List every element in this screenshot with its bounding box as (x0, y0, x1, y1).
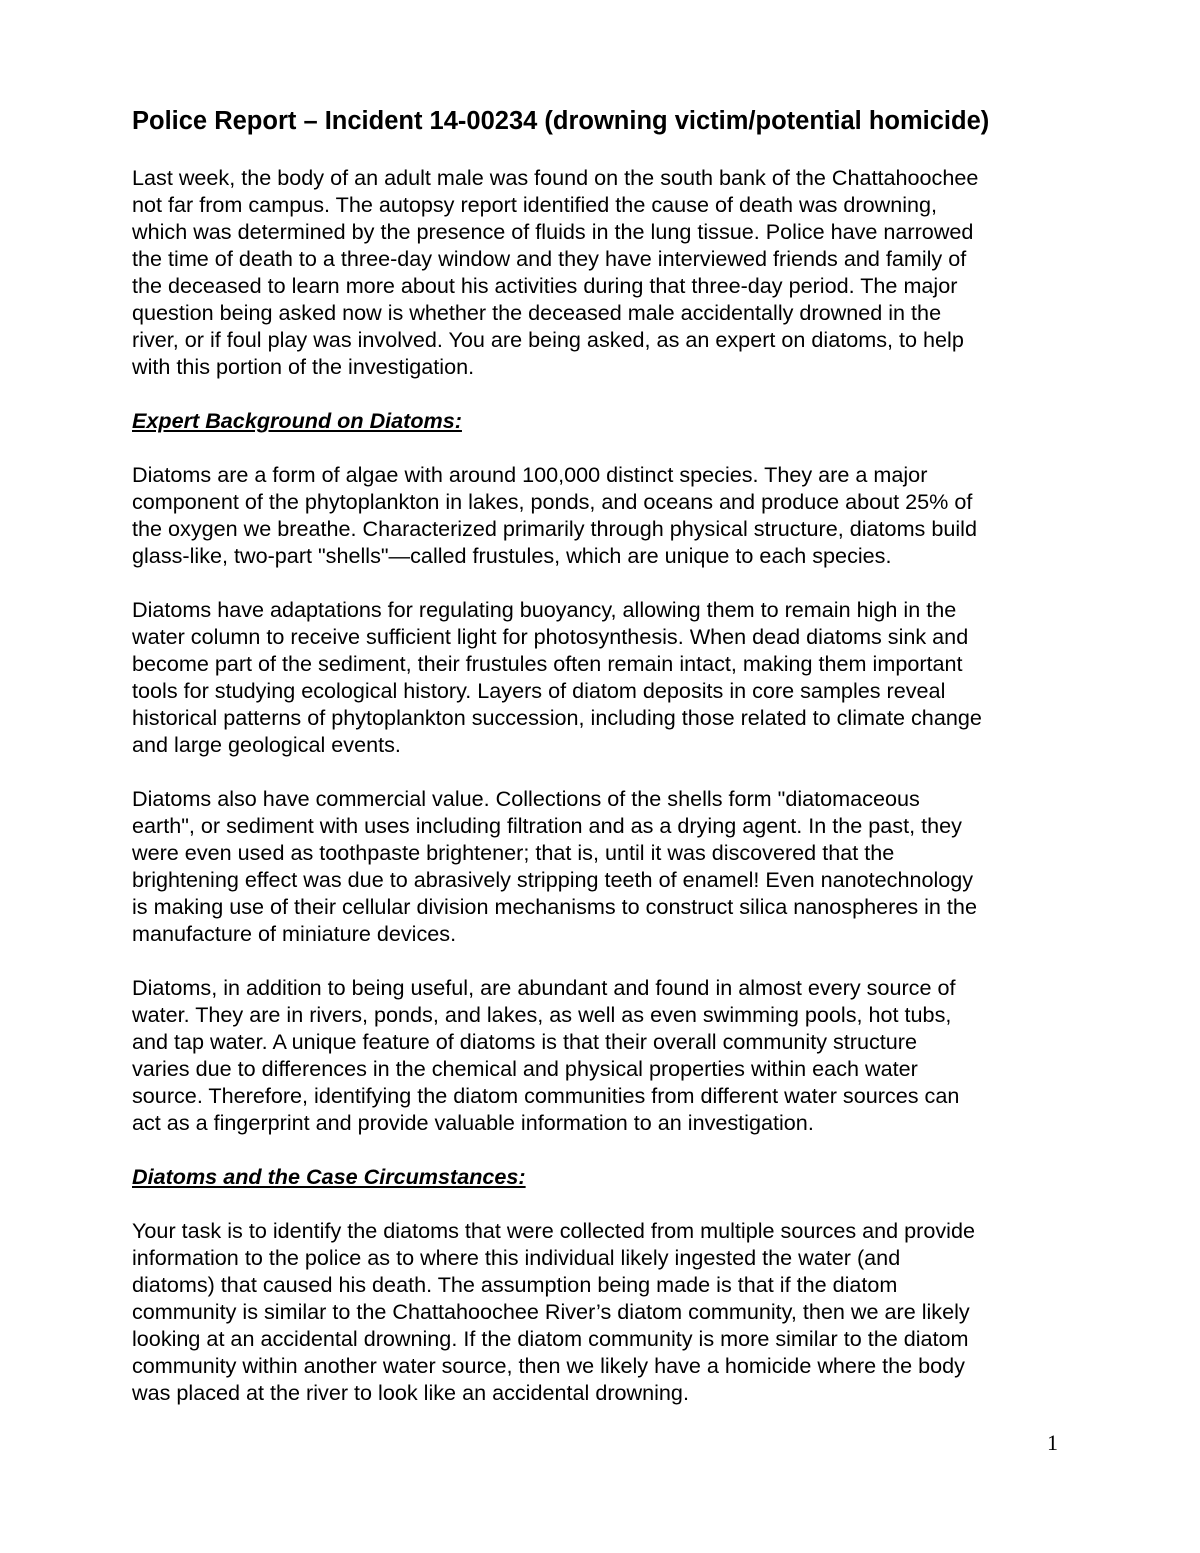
text-line: glass-like, two-part "shells"—called frustules, which are unique to each species. (132, 543, 892, 568)
case-paragraph-1 (132, 1217, 1072, 1406)
diatoms-paragraph-1 (132, 461, 1072, 569)
section-heading-case-circumstances: Diatoms and the Case Circumstances: (132, 1164, 526, 1189)
text-line: diatoms) that caused his death. The assumption being made is that if the diatom (132, 1272, 898, 1297)
document-body (132, 104, 1072, 1433)
text-line: community is similar to the Chattahoochee River’s diatom community, then we are likely (132, 1299, 970, 1324)
text-line: community within another water source, then we likely have a homicide where the body (132, 1353, 965, 1378)
text-line: looking at an accidental drowning. If the diatom community is more similar to the diatom (132, 1326, 969, 1351)
text-line: act as a fingerprint and provide valuable information to an investigation. (132, 1110, 814, 1135)
text-line: and large geological events. (132, 732, 401, 757)
text-line: Diatoms are a form of algae with around 100,000 distinct species. They are a major (132, 462, 928, 487)
text-line: component of the phytoplankton in lakes, ponds, and oceans and produce about 25% of (132, 489, 973, 514)
text-line: was placed at the river to look like an accidental drowning. (132, 1380, 689, 1405)
text-line: water. They are in rivers, ponds, and lakes, as well as even swimming pools, hot tubs, (132, 1002, 952, 1027)
text-line: Diatoms have adaptations for regulating buoyancy, allowing them to remain high in the (132, 597, 957, 622)
text-line: manufacture of miniature devices. (132, 921, 457, 946)
text-line: question being asked now is whether the deceased male accidentally drowned in the (132, 300, 942, 325)
section-heading-expert-background: Expert Background on Diatoms: (132, 408, 462, 433)
text-line: Diatoms also have commercial value. Collections of the shells form "diatomaceous (132, 786, 920, 811)
text-line: which was determined by the presence of fluids in the lung tissue. Police have narrowed (132, 219, 974, 244)
text-line: the time of death to a three-day window and they have interviewed friends and family of (132, 246, 967, 271)
text-line: with this portion of the investigation. (132, 354, 475, 379)
text-line: and tap water. A unique feature of diatoms is that their overall community structure (132, 1029, 917, 1054)
text-line: water column to receive sufficient light for photosynthesis. When dead diatoms sink and (132, 624, 969, 649)
text-line: is making use of their cellular division mechanisms to construct silica nanospheres in the (132, 894, 977, 919)
intro-paragraph (132, 164, 1072, 380)
report-title: Police Report – Incident 14-00234 (drowning victim/potential homicide) (132, 107, 990, 135)
text-line: were even used as toothpaste brightener; that is, until it was discovered that the (132, 840, 895, 865)
diatoms-paragraph-4 (132, 974, 1072, 1136)
text-line: Your task is to identify the diatoms that were collected from multiple sources and provide (132, 1218, 975, 1243)
page-number: 1 (1047, 1430, 1058, 1455)
diatoms-paragraph-3 (132, 785, 1072, 947)
text-line: become part of the sediment, their frustules often remain intact, making them important (132, 651, 963, 676)
text-line: source. Therefore, identifying the diatom communities from different water sources can (132, 1083, 960, 1108)
text-line: information to the police as to where this individual likely ingested the water (and (132, 1245, 901, 1270)
text-line: the oxygen we breathe. Characterized primarily through physical structure, diatoms build (132, 516, 977, 541)
text-line: not far from campus. The autopsy report identified the cause of death was drowning, (132, 192, 938, 217)
text-line: Last week, the body of an adult male was found on the south bank of the Chattahoochee (132, 165, 979, 190)
text-line: varies due to differences in the chemical and physical properties within each water (132, 1056, 918, 1081)
text-line: historical patterns of phytoplankton succession, including those related to climate change (132, 705, 982, 730)
text-line: Diatoms, in addition to being useful, are abundant and found in almost every source of (132, 975, 956, 1000)
diatoms-paragraph-2 (132, 596, 1072, 758)
text-line: tools for studying ecological history. Layers of diatom deposits in core samples reveal (132, 678, 946, 703)
text-line: earth", or sediment with uses including filtration and as a drying agent. In the past, they (132, 813, 962, 838)
text-line: the deceased to learn more about his activities during that three-day period. The major (132, 273, 958, 298)
text-line: brightening effect was due to abrasively stripping teeth of enamel! Even nanotechnology (132, 867, 974, 892)
text-line: river, or if foul play was involved. You are being asked, as an expert on diatoms, to help (132, 327, 964, 352)
